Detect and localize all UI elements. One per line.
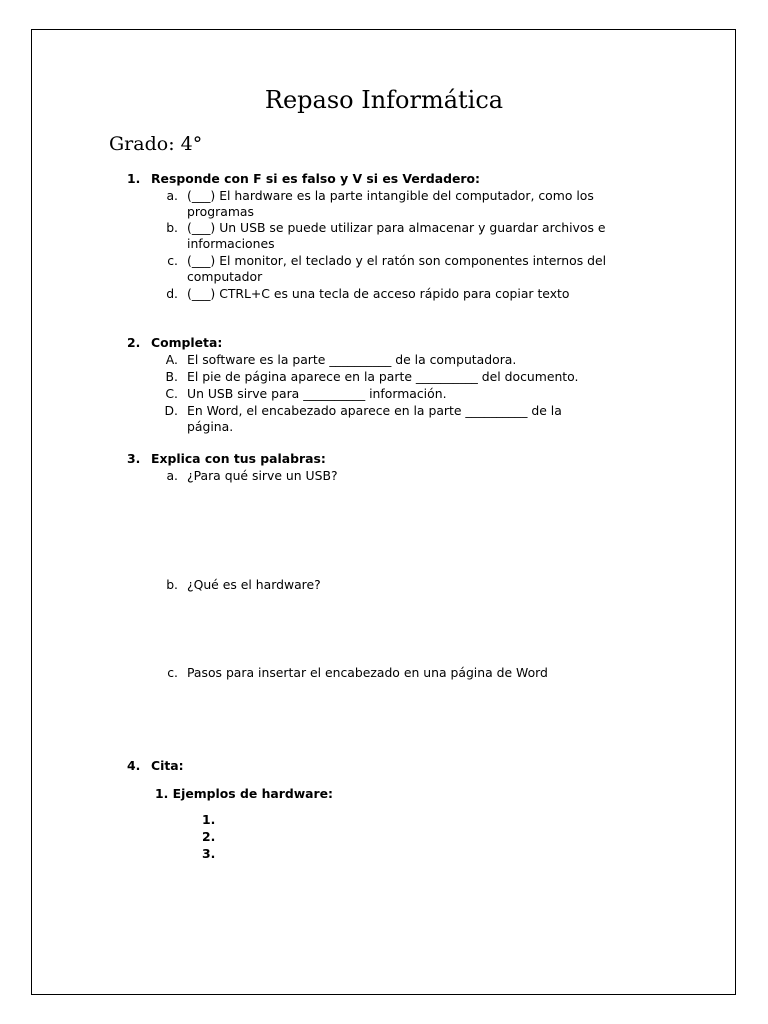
- q4-sub-heading: 1. Ejemplos de hardware:: [155, 786, 334, 801]
- q3-item-b-line1: ¿Qué es el hardware?: [187, 577, 321, 592]
- q2-item-c-line1: Un USB sirve para __________ información.: [187, 386, 447, 401]
- q2-item-d-line2: página.: [187, 419, 234, 434]
- q1-item-a-line1: (___) El hardware es la parte intangible del computador, como los: [187, 188, 594, 203]
- q3-item-b-marker: b.: [166, 577, 178, 592]
- q2-item-b-marker: B.: [165, 369, 178, 384]
- document-title: Repaso Informática: [264, 86, 504, 114]
- q1-item-d-line1: (___) CTRL+C es una tecla de acceso rápido para copiar texto: [187, 286, 570, 301]
- q3-item-a-line1: ¿Para qué sirve un USB?: [187, 468, 338, 483]
- question-2-number: 2.: [127, 335, 141, 350]
- q1-item-c-line2: computador: [187, 269, 263, 284]
- q3-item-c-line1: Pasos para insertar el encabezado en una página de Word: [187, 665, 548, 680]
- q2-item-d-line1: En Word, el encabezado aparece en la parte __________ de la: [187, 403, 562, 418]
- q2-item-a-line1: El software es la parte __________ de la computadora.: [187, 352, 517, 367]
- q1-item-b-line2: informaciones: [187, 236, 275, 251]
- q2-item-c-marker: C.: [165, 386, 178, 401]
- q1-item-c-marker: c.: [167, 253, 178, 268]
- q3-item-a-marker: a.: [166, 468, 178, 483]
- question-3-heading: Explica con tus palabras:: [151, 451, 326, 466]
- question-3-number: 3.: [127, 451, 141, 466]
- question-1-heading: Responde con F si es falso y V si es Verdadero:: [151, 171, 480, 186]
- q1-item-a-marker: a.: [166, 188, 178, 203]
- question-4-number: 4.: [127, 758, 141, 773]
- q2-item-a-marker: A.: [165, 352, 178, 367]
- question-1-number: 1.: [127, 171, 141, 186]
- q1-item-c-line1: (___) El monitor, el teclado y el ratón son componentes internos del: [187, 253, 607, 268]
- question-2-heading: Completa:: [151, 335, 223, 350]
- q1-item-b-marker: b.: [166, 220, 178, 235]
- grade-label: Grado: 4°: [109, 133, 203, 155]
- q2-item-d-marker: D.: [164, 403, 178, 418]
- q1-item-b-line1: (___) Un USB se puede utilizar para almacenar y guardar archivos e: [187, 220, 606, 235]
- q4-list-item-2: 2.: [202, 829, 216, 844]
- q1-item-a-line2: programas: [187, 204, 254, 219]
- q4-list-item-1: 1.: [202, 812, 216, 827]
- q1-item-d-marker: d.: [166, 286, 178, 301]
- q2-item-b-line1: El pie de página aparece en la parte __________ del documento.: [187, 369, 579, 384]
- question-4-heading: Cita:: [151, 758, 184, 773]
- q3-item-c-marker: c.: [167, 665, 178, 680]
- q4-list-item-3: 3.: [202, 846, 216, 861]
